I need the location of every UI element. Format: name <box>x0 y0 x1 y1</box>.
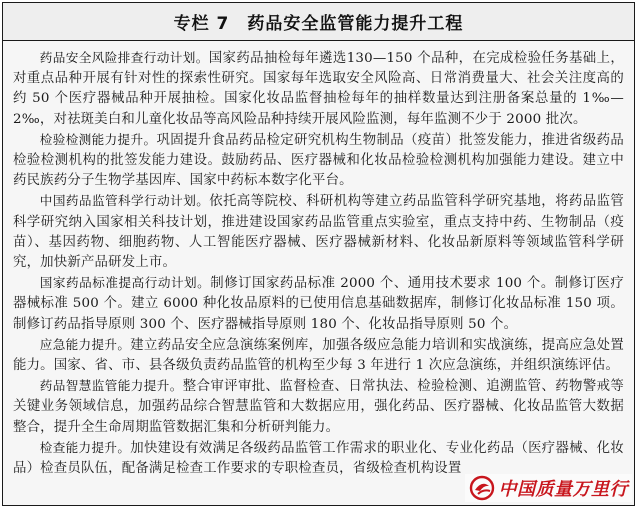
box-body <box>3 41 634 479</box>
watermark <box>465 474 633 502</box>
paragraph-heading: 中国药品监管科学行动计划。 <box>39 193 210 209</box>
paragraph-text: 国家药品抽检每年遴选130—150 个品种，在完成检验任务基础上，对重点品种开展有针对性的探索性研究。国家每年选取安全风险高、日常消费量大、社会关注度高的约 50 个医疗器械品种开展抽检。国家化妆品监督抽检每年的抽样数量达到注册备案总量的 1‰—2‰，对祛斑美白和儿童化妆品等高风险品种持续开展风险监测，每年监测不少于 2000 批次。 <box>13 51 624 127</box>
paragraph-text: 加快建设有效满足各级药品监管工作需求的职业化、专业化药品（医疗器械、化妆品）检查员队伍，配备满足检查工作要求的专职检查员，省级检查机构设置 <box>13 440 624 477</box>
paragraph-smart-regulation <box>13 376 624 438</box>
box-title: 专栏 7 药品安全监管能力提升工程 <box>173 14 464 34</box>
paragraph-heading: 检查能力提升。 <box>39 439 131 455</box>
paragraph-heading: 检验检测能力提升。 <box>39 131 157 147</box>
watermark-text: 中国质量万里行 <box>498 479 628 500</box>
paragraph-risk-screening <box>13 48 624 130</box>
paragraph-heading: 国家药品标准提高行动计划。 <box>39 275 211 291</box>
paragraph-text: 巩固提升食品药品检定研究机构生物制品（疫苗）批签发能力，推进省级药品检验检测机构的批签发能力建设。鼓励药品、医疗器械和化妆品检验检测机构加强能力建设。建立中药民族药分子生物学基因库、国家中药标本数字化平台。 <box>13 132 624 189</box>
paragraph-testing-capacity <box>13 130 624 192</box>
box-header <box>3 3 634 41</box>
cqn-logo-icon <box>469 475 495 501</box>
feature-box <box>2 2 635 506</box>
paragraph-regulatory-science <box>13 191 624 273</box>
paragraph-heading: 药品智慧监管能力提升。 <box>39 378 183 394</box>
paragraph-emergency <box>13 335 624 376</box>
paragraph-heading: 药品安全风险排查行动计划。 <box>39 50 209 65</box>
paragraph-text: 依托高等院校、科研机构等建立药品监管科学研究基地，将药品监管科学研究纳入国家相关科技计划，推进建设国家药品监管重点实验室，重点支持中药、生物制品（疫苗）、基因药物、细胞药物、人工智能医疗器械、医疗器械新材料、化妆品新原料等领域监管科学研究，加快新产品研发上市。 <box>13 194 624 271</box>
paragraph-text: 制修订国家药品标准 2000 个、通用技术要求 100 个。制修订医疗器械标准 500 个。建立 6000 种化妆品原料的已使用信息基础数据库，制修订化妆品标准 150 项。制修订药品指导原则 300 个、医疗器械指导原则 180 个、化妆品指导原则 50 个。 <box>13 276 624 332</box>
paragraph-text: 建立药品安全应急演练案例库，加强各级应急能力培训和实战演练，提高应急处置能力。国家、省、市、县各级负责药品监管的机构至少每 3 年进行 1 次应急演练，并组织演练评估。 <box>13 337 624 374</box>
paragraph-heading: 应急能力提升。 <box>39 336 131 352</box>
paragraph-text: 整合审评审批、监督检查、日常执法、检验检测、追溯监管、药物警戒等关键业务领域信息，加强药品综合智慧监管和大数据应用，强化药品、医疗器械、化妆品监管大数据整合，提升全生命周期监管数据汇集和分析研判能力。 <box>13 379 624 435</box>
paragraph-standards <box>13 273 624 335</box>
